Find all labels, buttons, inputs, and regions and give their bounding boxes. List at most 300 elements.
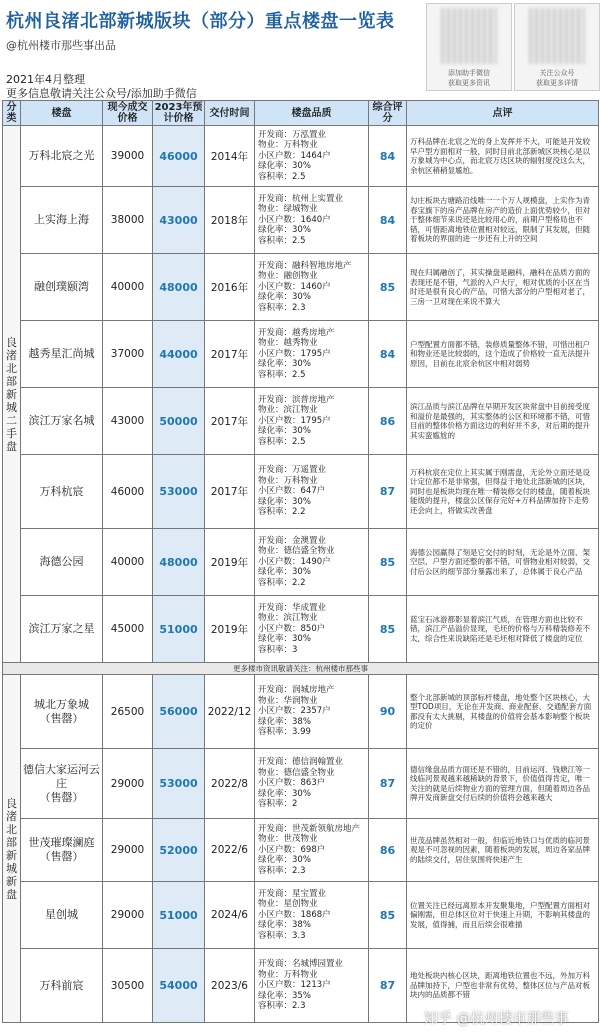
table-row [3, 882, 599, 949]
table-row [3, 388, 599, 455]
quality-label: 开发商： [258, 602, 293, 613]
quality-value: 2.5 [292, 235, 306, 246]
composite-score: 84 [369, 187, 407, 254]
section-note: 更多楼市资讯敬请关注：杭州楼市那些事 [3, 663, 599, 675]
current-price: 38000 [103, 187, 153, 254]
quality-value: 世茂物业 [283, 834, 318, 845]
estate-name-text: 万科北宸之光 [28, 149, 95, 162]
quality-far-line [258, 172, 368, 183]
quality-label: 小区户数： [258, 909, 301, 920]
quality-green-line [258, 634, 368, 645]
review-text: 万科品牌在北宸之光的身上发挥并不大，可能是开发较早户型方面相对一般，同时目前北部新城区块核心是以万象城为中心点，而北宸万达区块的辐射度没这么大，余杭区稍稍显尴尬。 [407, 126, 599, 187]
quality-value: 融科智地房地产 [292, 260, 352, 271]
quality-developer-line [258, 685, 368, 696]
current-price: 29000 [103, 882, 153, 949]
quality-far-line [258, 727, 368, 738]
quality-property-line [258, 338, 368, 349]
quality-value: 星宝置业 [292, 888, 327, 899]
review-text: 户型配置方面都不错，装修质量整体不错，可惜出租户和物业还是比较弱的，这个造成了价格较一直无法提升原因，目前在北宸余杭区中相对弱势 [407, 321, 599, 388]
quality-label: 绿化率： [258, 359, 293, 370]
quality-info [255, 321, 369, 388]
delivery-time: 2016年 [205, 254, 255, 321]
quality-developer-line [258, 395, 368, 406]
quality-value: 2.5 [292, 369, 306, 380]
delivery-time: 2024/6 [205, 882, 255, 949]
current-price: 30500 [103, 949, 153, 1023]
quality-label: 绿化率： [258, 496, 293, 507]
price-2023: 50000 [153, 388, 205, 455]
price-2023: 53000 [153, 749, 205, 819]
quality-units-line [258, 706, 368, 717]
quality-value: 2.2 [292, 507, 306, 518]
quality-label: 容积率： [258, 1001, 293, 1012]
composite-score: 85 [369, 596, 407, 663]
quality-far-line [258, 507, 368, 518]
estate-name [21, 126, 103, 187]
review-text: 德信缘盘品质方面还是不错的，目前运河、钱塘江等一线临河景观越来越稀缺的背景下，价值值得肯定，唯一关注的就是后续物业方面的管理方面，但随着周边各品牌开发商新盘交付后续的价值将会越来越大 [407, 749, 599, 819]
quality-green-line [258, 717, 368, 728]
composite-score: 85 [369, 529, 407, 596]
quality-value: 绿城物业 [283, 204, 318, 215]
quality-property-line [258, 546, 368, 557]
composite-score: 86 [369, 388, 407, 455]
quality-developer-line [258, 889, 368, 900]
date-note: 2021年4月整理 [6, 73, 85, 86]
quality-label: 小区户数： [258, 150, 301, 161]
quality-label: 绿化率： [258, 225, 293, 236]
current-price: 29000 [103, 819, 153, 882]
header-review: 点评 [407, 101, 599, 126]
composite-score: 85 [369, 254, 407, 321]
quality-green-line [258, 497, 368, 508]
source-credit: @杭州楼市那些事出品 [6, 39, 116, 52]
header-score: 综合评分 [369, 101, 407, 126]
price-2023: 43000 [153, 187, 205, 254]
review-text: 蓝宝石冰游都影显着滨江气质，在管理方面也比较不错，滨江产品溢价显现，毛坯的价格与万科精装修差不太，综合性来说缺陷还是毛坯相对降低了楼盘的定位 [407, 596, 599, 663]
quality-value: 1640户 [300, 214, 331, 225]
estate-name-text: 上实海上海 [34, 213, 89, 226]
delivery-time: 2023/6 [205, 949, 255, 1023]
quality-label: 小区户数： [258, 281, 301, 292]
quality-label: 绿化率： [258, 292, 293, 303]
quality-info [255, 596, 369, 663]
table-row [3, 187, 599, 254]
quality-far-line [258, 866, 368, 877]
quality-label: 小区户数： [258, 556, 301, 567]
table-row [3, 254, 599, 321]
quality-label: 绿化率： [258, 855, 293, 866]
review-text: 海德公园赢得了刻是它交付的时刻，无论是外立面、架空层、户型方面还整的都不错，可惜物业相对较弱，交付后公区的细节部分暴露出来了，总体属于良心产品 [407, 529, 599, 596]
review-text: 滨江品质与滨江品牌在早期开发区块常盘中目前接受度和溢价是最强的，其实整体的公区和环境都不错，可惜目前的整体价格方面这边的利好并不多，对后期的提升其实蛮尴尬的 [407, 388, 599, 455]
qr-code-assistant [426, 3, 512, 91]
quality-value: 滨普房地产 [292, 394, 335, 405]
delivery-time: 2019年 [205, 529, 255, 596]
estate-name-text: 越秀星汇尚城 [28, 347, 95, 360]
quality-value: 30% [292, 225, 311, 236]
current-price: 43000 [103, 388, 153, 455]
header-estate: 楼盘 [21, 101, 103, 126]
quality-value: 30% [292, 496, 311, 507]
quality-info [255, 819, 369, 882]
quality-info [255, 749, 369, 819]
current-price: 46000 [103, 455, 153, 529]
estate-name-text: 滨江万家名城 [28, 414, 95, 427]
quality-label: 开发商： [258, 394, 293, 405]
quality-label: 容积率： [258, 436, 293, 447]
section-resale-body [3, 126, 599, 663]
quality-far-line [258, 437, 368, 448]
quality-info [255, 187, 369, 254]
section-note-body [3, 663, 599, 675]
quality-units-line [258, 151, 368, 162]
estate-name-text: 世茂璀璨澜庭 [28, 836, 95, 849]
section-label: 良渚北部新城新盘 [3, 675, 21, 1023]
quality-far-line [258, 303, 368, 314]
quality-label: 小区户数： [258, 844, 301, 855]
table-row [3, 749, 599, 819]
quality-property-line [258, 768, 368, 779]
estate-name [21, 675, 103, 749]
quality-label: 开发商： [258, 888, 293, 899]
quality-label: 小区户数： [258, 778, 301, 789]
price-2023: 46000 [153, 126, 205, 187]
quality-label: 物业： [258, 204, 284, 215]
quality-green-line [258, 991, 368, 1002]
delivery-time: 2022/6 [205, 819, 255, 882]
estate-name [21, 882, 103, 949]
quality-developer-line [258, 959, 368, 970]
quality-label: 开发商： [258, 959, 293, 970]
quality-units-line [258, 778, 368, 789]
review-text: 地处板块内核心区块，距离地铁位置也不远，外加万科品牌加持下，户型也非常有优势，整体区位与产品对板块内的品质都不错 [407, 949, 599, 1023]
quality-value: 金澳置业 [292, 535, 327, 546]
quality-value: 万泓置业 [292, 129, 327, 140]
review-text: 整个北部新城的顶部标杆楼盘，地处整个区块核心，大型TOD项目，无论在开发商、商业配套、交通配套方面都没有太大挑剔，其楼盘的价值将会基本影响整个板块的定价 [407, 675, 599, 749]
quality-label: 容积率： [258, 727, 293, 738]
estate-name [21, 749, 103, 819]
quality-value: 30% [292, 426, 311, 437]
quality-property-line [258, 476, 368, 487]
quality-label: 开发商： [258, 193, 293, 204]
estate-name [21, 819, 103, 882]
header-delivery: 交付时间 [205, 101, 255, 126]
quality-units-line [258, 416, 368, 427]
quality-value: 越秀房地产 [292, 327, 335, 338]
quality-label: 物业： [258, 338, 284, 349]
more-info-note: 更多信息敬请关注公众号/添加助手微信 [6, 87, 197, 100]
quality-developer-line [258, 536, 368, 547]
delivery-time: 2018年 [205, 187, 255, 254]
quality-value: 融创物业 [283, 271, 318, 282]
current-price: 37000 [103, 321, 153, 388]
quality-label: 容积率： [258, 302, 293, 313]
quality-developer-line [258, 465, 368, 476]
quality-property-line [258, 405, 368, 416]
quality-label: 绿化率： [258, 788, 293, 799]
quality-value: 名城博园置业 [292, 959, 344, 970]
quality-far-line [258, 799, 368, 810]
estate-name [21, 187, 103, 254]
review-text: 位置关注已经远离原本开发聚集地，户型配置方面相对偏刚需，但总体区位对于快速上升期，不影响其楼盘的发展，值得捕，而且后续会很难描 [407, 882, 599, 949]
quality-info [255, 254, 369, 321]
quality-units-line [258, 557, 368, 568]
quality-property-line [258, 899, 368, 910]
quality-green-line [258, 855, 368, 866]
composite-score: 86 [369, 819, 407, 882]
delivery-time: 2017年 [205, 321, 255, 388]
quality-label: 小区户数： [258, 486, 301, 497]
composite-score: 87 [369, 749, 407, 819]
quality-label: 容积率： [258, 644, 293, 655]
quality-label: 物业： [258, 767, 284, 778]
quality-value: 万科物业 [283, 140, 318, 151]
quality-value: 越秀物业 [283, 338, 318, 349]
quality-developer-line [258, 130, 368, 141]
quality-label: 物业： [258, 613, 284, 624]
estate-name-text: 万科杭宸 [39, 484, 84, 498]
quality-units-line [258, 980, 368, 991]
quality-green-line [258, 567, 368, 578]
table-row [3, 455, 599, 529]
quality-label: 开发商： [258, 465, 293, 476]
quality-value: 30% [292, 359, 311, 370]
quality-label: 开发商： [258, 129, 293, 140]
quality-green-line [258, 426, 368, 437]
quality-label: 绿化率： [258, 634, 293, 645]
quality-units-line [258, 282, 368, 293]
quality-value: 华成置业 [292, 602, 327, 613]
quality-info [255, 388, 369, 455]
quality-value: 2.3 [292, 1001, 306, 1012]
quality-info [255, 675, 369, 749]
quality-label: 小区户数： [258, 706, 301, 717]
current-price: 45000 [103, 596, 153, 663]
estate-name [21, 388, 103, 455]
quality-label: 开发商： [258, 260, 293, 271]
price-2023: 44000 [153, 321, 205, 388]
quality-far-line [258, 370, 368, 381]
table-row [3, 126, 599, 187]
quality-value: 30% [292, 292, 311, 303]
property-table [2, 100, 599, 1023]
quality-value: 2.5 [292, 171, 306, 182]
quality-far-line [258, 645, 368, 656]
price-2023: 48000 [153, 529, 205, 596]
quality-value: 万科物业 [283, 475, 318, 486]
delivery-time: 2014年 [205, 126, 255, 187]
quality-info [255, 455, 369, 529]
quality-units-line [258, 349, 368, 360]
composite-score: 84 [369, 126, 407, 187]
quality-value: 万遥置业 [292, 465, 327, 476]
quality-value: 滨江物业 [283, 613, 318, 624]
quality-label: 容积率： [258, 235, 293, 246]
quality-units-line [258, 845, 368, 856]
quality-value: 30% [292, 634, 311, 645]
quality-green-line [258, 359, 368, 370]
estate-name-text: 万科前宸 [39, 978, 84, 992]
quality-developer-line [258, 194, 368, 205]
quality-value: 698户 [300, 844, 326, 855]
quality-value: 38% [292, 920, 311, 931]
review-text: 勾庄板块古塘路沿线唯一一个万人规模盘，上实作为青春宝旗下的房产品牌在房产的造价上面优势较少，但对于整体细节来说还是比较用心的，前期户型格局也不错，可惜距离地铁位置相对较远，限制了其发展，但随着板块的界面的进一步还有上升的空间 [407, 187, 599, 254]
quality-label: 绿化率： [258, 716, 293, 727]
quality-value: 850户 [300, 623, 326, 634]
quality-value: 德信盛全物业 [283, 767, 335, 778]
price-2023: 54000 [153, 949, 205, 1023]
quality-value: 30% [292, 855, 311, 866]
section-note-row [3, 663, 599, 675]
quality-value: 35% [292, 990, 311, 1001]
composite-score: 84 [369, 321, 407, 388]
quality-value: 1868户 [300, 909, 331, 920]
qr-code-official-account [514, 3, 600, 91]
review-text: 世茂品牌虽然相对一般，但临近地铁口与优质的临河景观是不可忽视的因素，随着板块的发展，周边各家品牌的陆续交付，居住氛围将快速产生 [407, 819, 599, 882]
section-label: 良渚北部新城二手盘 [3, 126, 21, 663]
price-2023: 51000 [153, 882, 205, 949]
delivery-time: 2017年 [205, 455, 255, 529]
quality-value: 1795户 [300, 348, 331, 359]
qr1-caption-1: 添加助手微信 [448, 69, 490, 77]
quality-value: 38% [292, 716, 311, 727]
quality-value: 世茂新领航房地产 [292, 823, 361, 834]
price-2023: 56000 [153, 675, 205, 749]
quality-label: 绿化率： [258, 426, 293, 437]
quality-value: 2357户 [300, 706, 331, 717]
qr-code-icon [529, 8, 585, 64]
quality-value: 3.3 [292, 930, 306, 941]
quality-value: 德信盛全物业 [283, 546, 335, 557]
quality-label: 小区户数： [258, 214, 301, 225]
quality-value: 星创物业 [283, 899, 318, 910]
composite-score: 87 [369, 949, 407, 1023]
estate-name-text: 融创璞颐湾 [34, 280, 89, 293]
quality-far-line [258, 578, 368, 589]
quality-far-line [258, 931, 368, 942]
quality-developer-line [258, 603, 368, 614]
current-price: 26500 [103, 675, 153, 749]
quality-label: 小区户数： [258, 623, 301, 634]
quality-value: 1795户 [300, 415, 331, 426]
estate-name-text: 海德公园 [39, 555, 84, 568]
quality-label: 容积率： [258, 799, 293, 810]
delivery-time: 2017年 [205, 388, 255, 455]
quality-property-line [258, 970, 368, 981]
quality-label: 容积率： [258, 507, 293, 518]
quality-developer-line [258, 824, 368, 835]
quality-label: 容积率： [258, 369, 293, 380]
quality-value: 30% [292, 567, 311, 578]
review-text: 现在归属融创了，其实操盘是融科，融科在品质方面的表现还是不错，气派的入户大厅，相对优质的小区在当时还是很有良心的产品，可惜大部分的户型相对老了，三房一卫对现在来说不算大 [407, 254, 599, 321]
quality-label: 容积率： [258, 577, 293, 588]
quality-green-line [258, 292, 368, 303]
price-2023: 51000 [153, 596, 205, 663]
header [0, 0, 600, 100]
header-quality: 楼盘品质 [255, 101, 369, 126]
quality-value: 1460户 [300, 281, 331, 292]
quality-value: 滨江物业 [283, 405, 318, 416]
quality-label: 开发商： [258, 823, 293, 834]
estate-name-text: 德信大家运河云庄 [23, 762, 100, 790]
quality-developer-line [258, 261, 368, 272]
quality-label: 物业： [258, 475, 284, 486]
current-price: 40000 [103, 254, 153, 321]
quality-label: 小区户数： [258, 348, 301, 359]
quality-value: 647户 [300, 486, 326, 497]
delivery-time: 2022/12 [205, 675, 255, 749]
quality-developer-line [258, 757, 368, 768]
header-current-price: 现今成交价格 [103, 101, 153, 126]
estate-name [21, 529, 103, 596]
quality-value: 863户 [300, 778, 326, 789]
composite-score: 90 [369, 675, 407, 749]
composite-score: 87 [369, 455, 407, 529]
price-2023: 53000 [153, 455, 205, 529]
estate-name [21, 596, 103, 663]
table-header-row [3, 101, 599, 126]
estate-name [21, 949, 103, 1023]
quality-label: 物业： [258, 405, 284, 416]
sold-out-badge: （售罄） [39, 790, 84, 804]
estate-name-text: 滨江万家之星 [28, 622, 95, 635]
quality-label: 容积率： [258, 930, 293, 941]
header-category: 分类 [3, 101, 21, 126]
quality-value: 2.5 [292, 436, 306, 447]
section-new-body [3, 675, 599, 1023]
delivery-time: 2022/8 [205, 749, 255, 819]
quality-green-line [258, 161, 368, 172]
composite-score: 85 [369, 882, 407, 949]
table-row [3, 819, 599, 882]
quality-label: 物业： [258, 834, 284, 845]
quality-value: 30% [292, 161, 311, 172]
quality-label: 物业： [258, 140, 284, 151]
table-row [3, 321, 599, 388]
quality-label: 绿化率： [258, 161, 293, 172]
quality-label: 绿化率： [258, 990, 293, 1001]
qr1-caption-2: 获取更多资讯 [448, 79, 490, 87]
header-2023-price: 2023年预计价格 [153, 101, 205, 126]
quality-label: 开发商： [258, 327, 293, 338]
quality-label: 小区户数： [258, 415, 301, 426]
quality-property-line [258, 271, 368, 282]
quality-units-line [258, 486, 368, 497]
quality-units-line [258, 215, 368, 226]
quality-far-line [258, 236, 368, 247]
estate-name-text: 星创城 [45, 908, 78, 921]
estate-name-text: 城北万象城 [34, 697, 89, 711]
quality-label: 开发商： [258, 535, 293, 546]
quality-label: 物业： [258, 695, 284, 706]
current-price: 40000 [103, 529, 153, 596]
quality-label: 小区户数： [258, 980, 301, 991]
page-title: 杭州良渚北部新城版块（部分）重点楼盘一览表 [6, 11, 395, 32]
quality-far-line [258, 1001, 368, 1012]
quality-value: 2.2 [292, 577, 306, 588]
quality-units-line [258, 624, 368, 635]
qr2-caption-1: 关注公众号 [539, 69, 575, 77]
quality-label: 绿化率： [258, 567, 293, 578]
sold-out-badge: （售罄） [39, 850, 84, 863]
quality-info [255, 529, 369, 596]
current-price: 29000 [103, 749, 153, 819]
quality-value: 2.3 [292, 302, 306, 313]
watermark: 知乎 @杭州楼市那些事 [424, 1011, 569, 1027]
quality-property-line [258, 613, 368, 624]
quality-label: 物业： [258, 899, 284, 910]
table-row [3, 675, 599, 749]
quality-developer-line [258, 328, 368, 339]
